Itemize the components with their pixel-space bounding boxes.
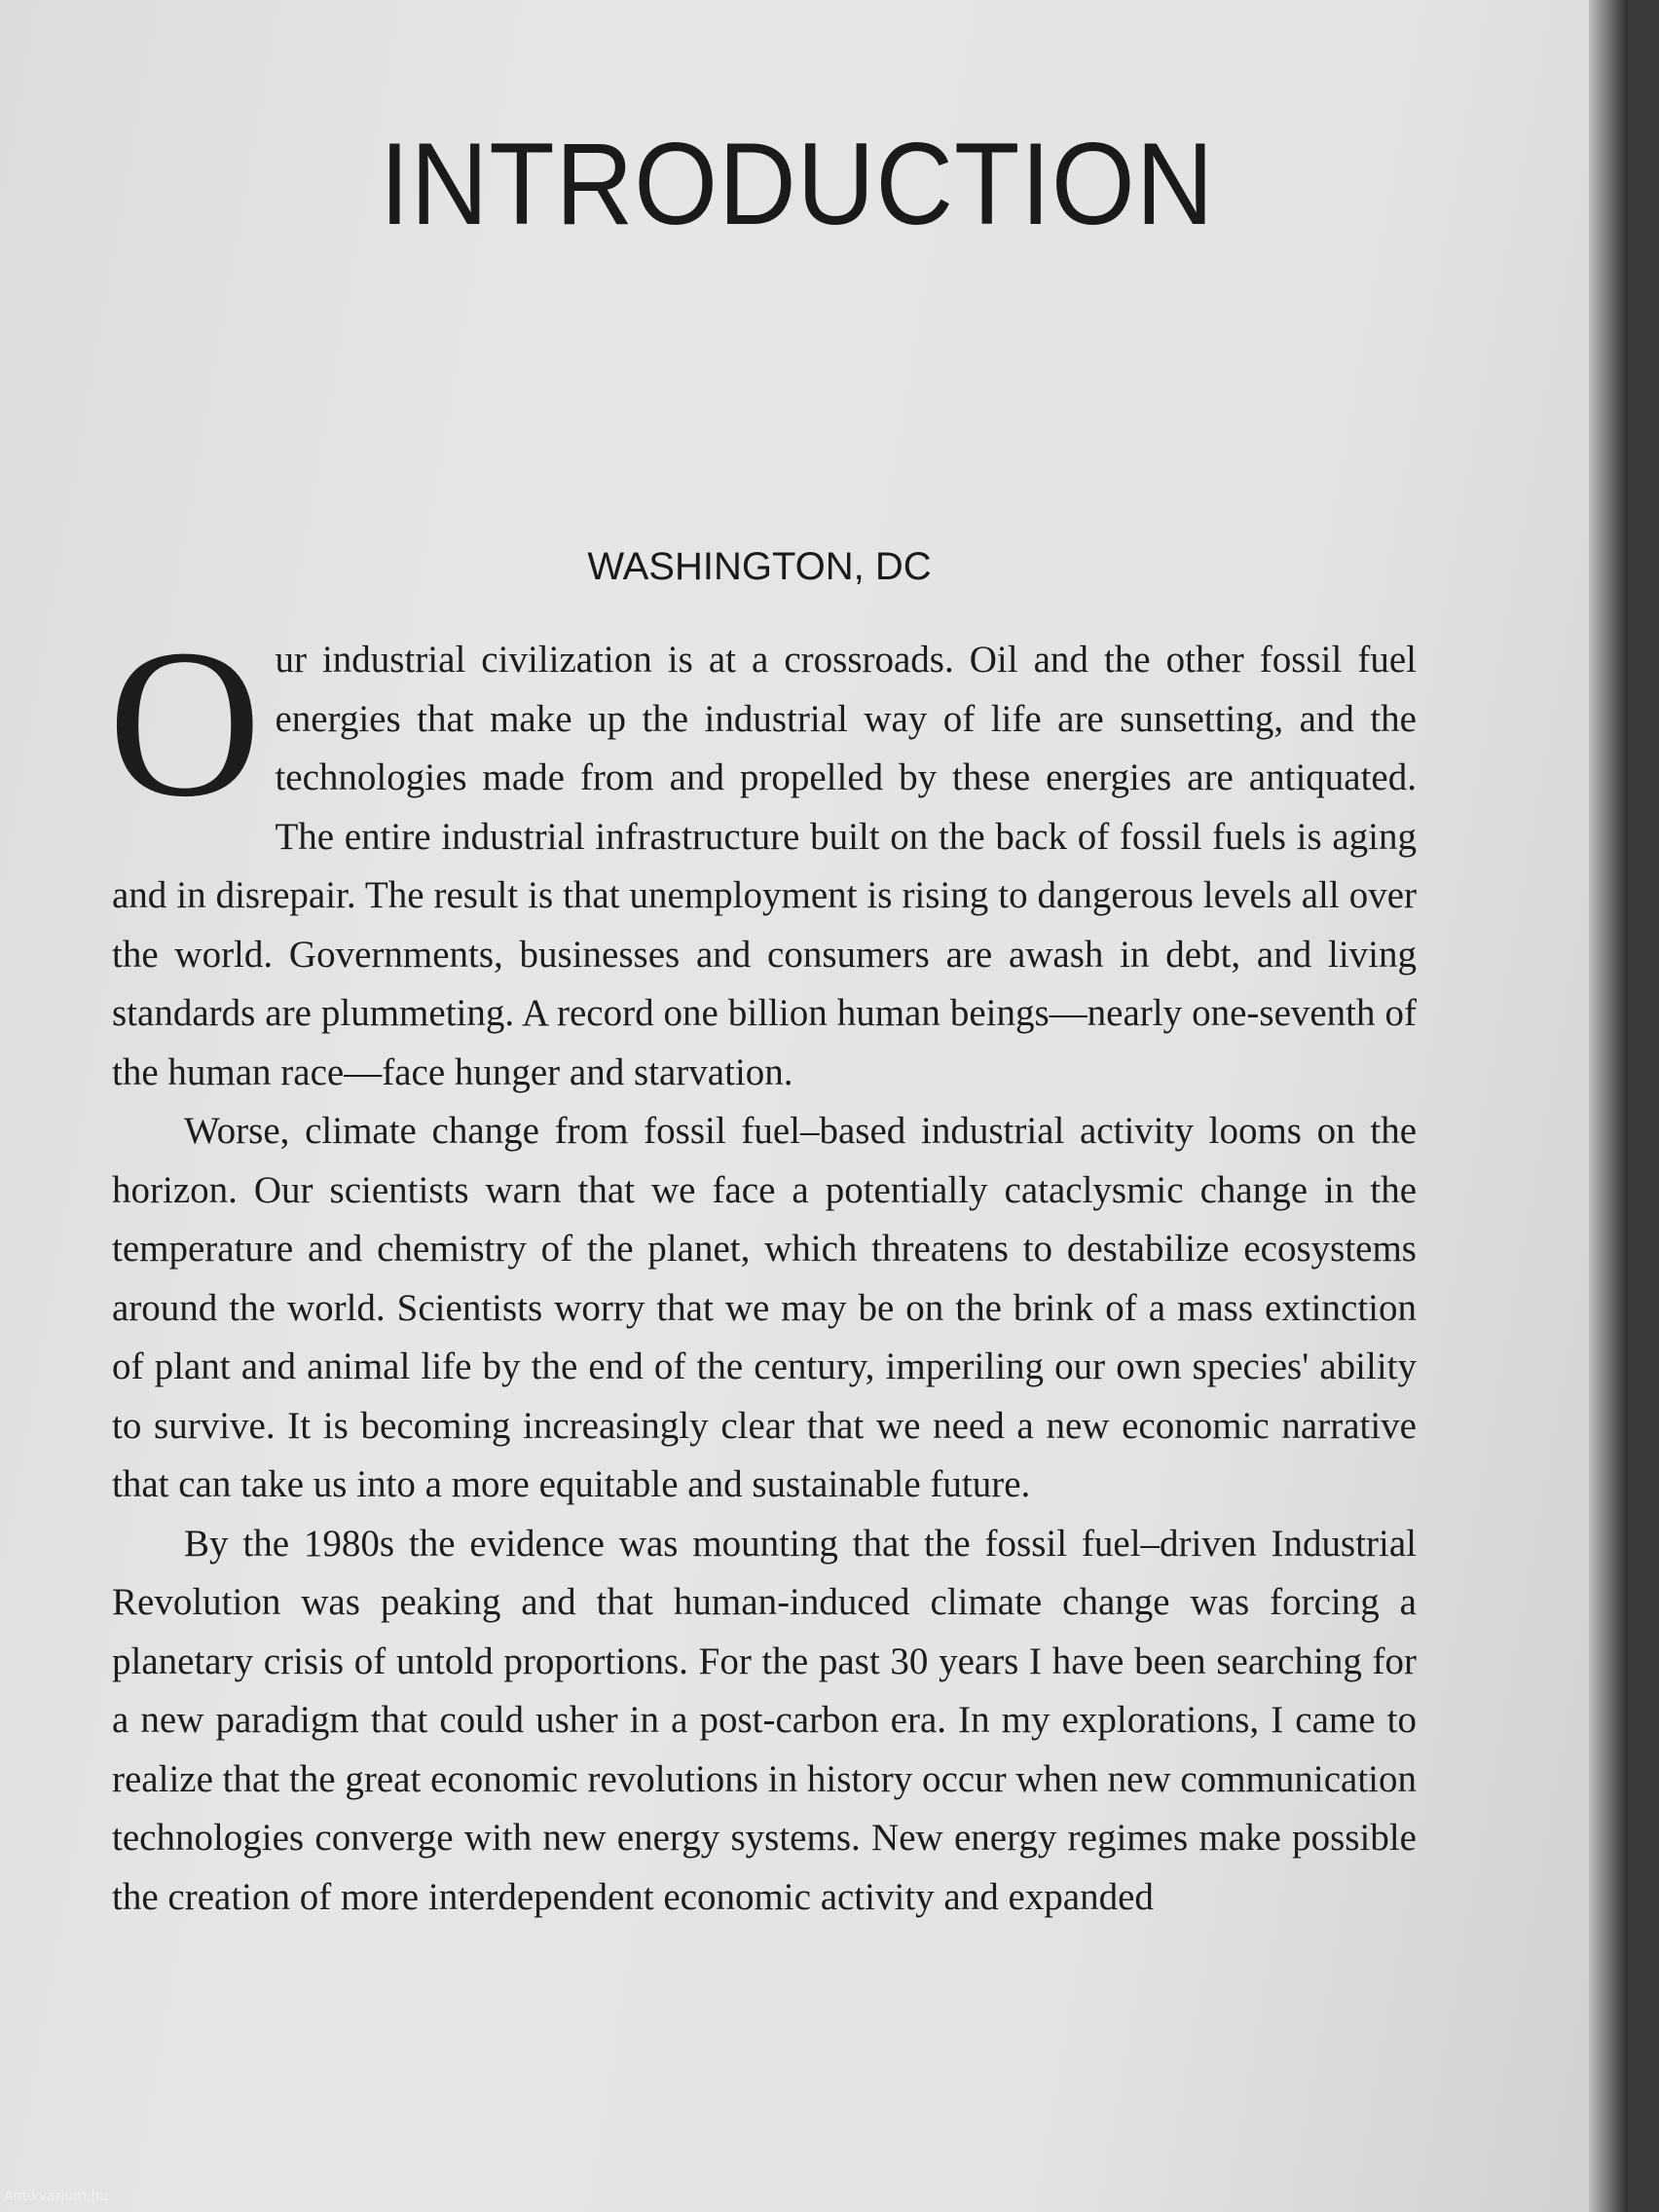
body-text [108,607,1417,1927]
drop-cap: O [108,607,262,841]
watermark: Antikvarium.hu [4,2189,109,2204]
paragraph-1 [108,607,1417,1102]
chapter-location: WASHINGTON, DC [587,545,932,588]
paragraph-2: Worse, climate change from fossil fuel–based industrial activity looms on the horizon. Our scientists warn that we face a potentially cataclysmic change in the temperature and chemistry of the planet, which threatens to destabilize ecosystems around the world. Scientists worry that we may be on the brink of a mass extinction of plant and animal life by the end of the century, imperiling our own species' ability to survive. It is becoming increasingly clear that we need a new economic narrative that can take us into a more equitable and sustainable future. [112,1110,1417,1505]
page-edge-shadow [1589,0,1628,2212]
paragraph-3: By the 1980s the evidence was mounting that the fossil fuel–driven Industrial Revolution was peaking and that human-induced climate change was forcing a planetary crisis of untold proportions. For the past 30 years I have been searching for a new paradigm that could usher in a post-carbon era. In my explorations, I came to realize that the great economic revolutions in history occur when new communication technologies converge with new energy systems. New energy regimes make possible the creation of more interdependent economic activity and expanded [112,1522,1417,1918]
chapter-title: INTRODUCTION [380,119,1215,249]
paragraph-1-text: ur industrial civilization is at a crossroads. Oil and the other fossil fuel energies that make up the industrial way of life are sunsetting, and the technologies made from and propelled by these energies are antiquated. The entire industrial infrastructure built on the back of fossil fuels is aging and in disrepair. The result is that unemployment is rising to dangerous levels all over the world. Governments, businesses and consumers are awash in debt, and living standards are plummeting. A record one billion human beings—nearly one-seventh of the human race—face hunger and starvation. [112,639,1417,1093]
